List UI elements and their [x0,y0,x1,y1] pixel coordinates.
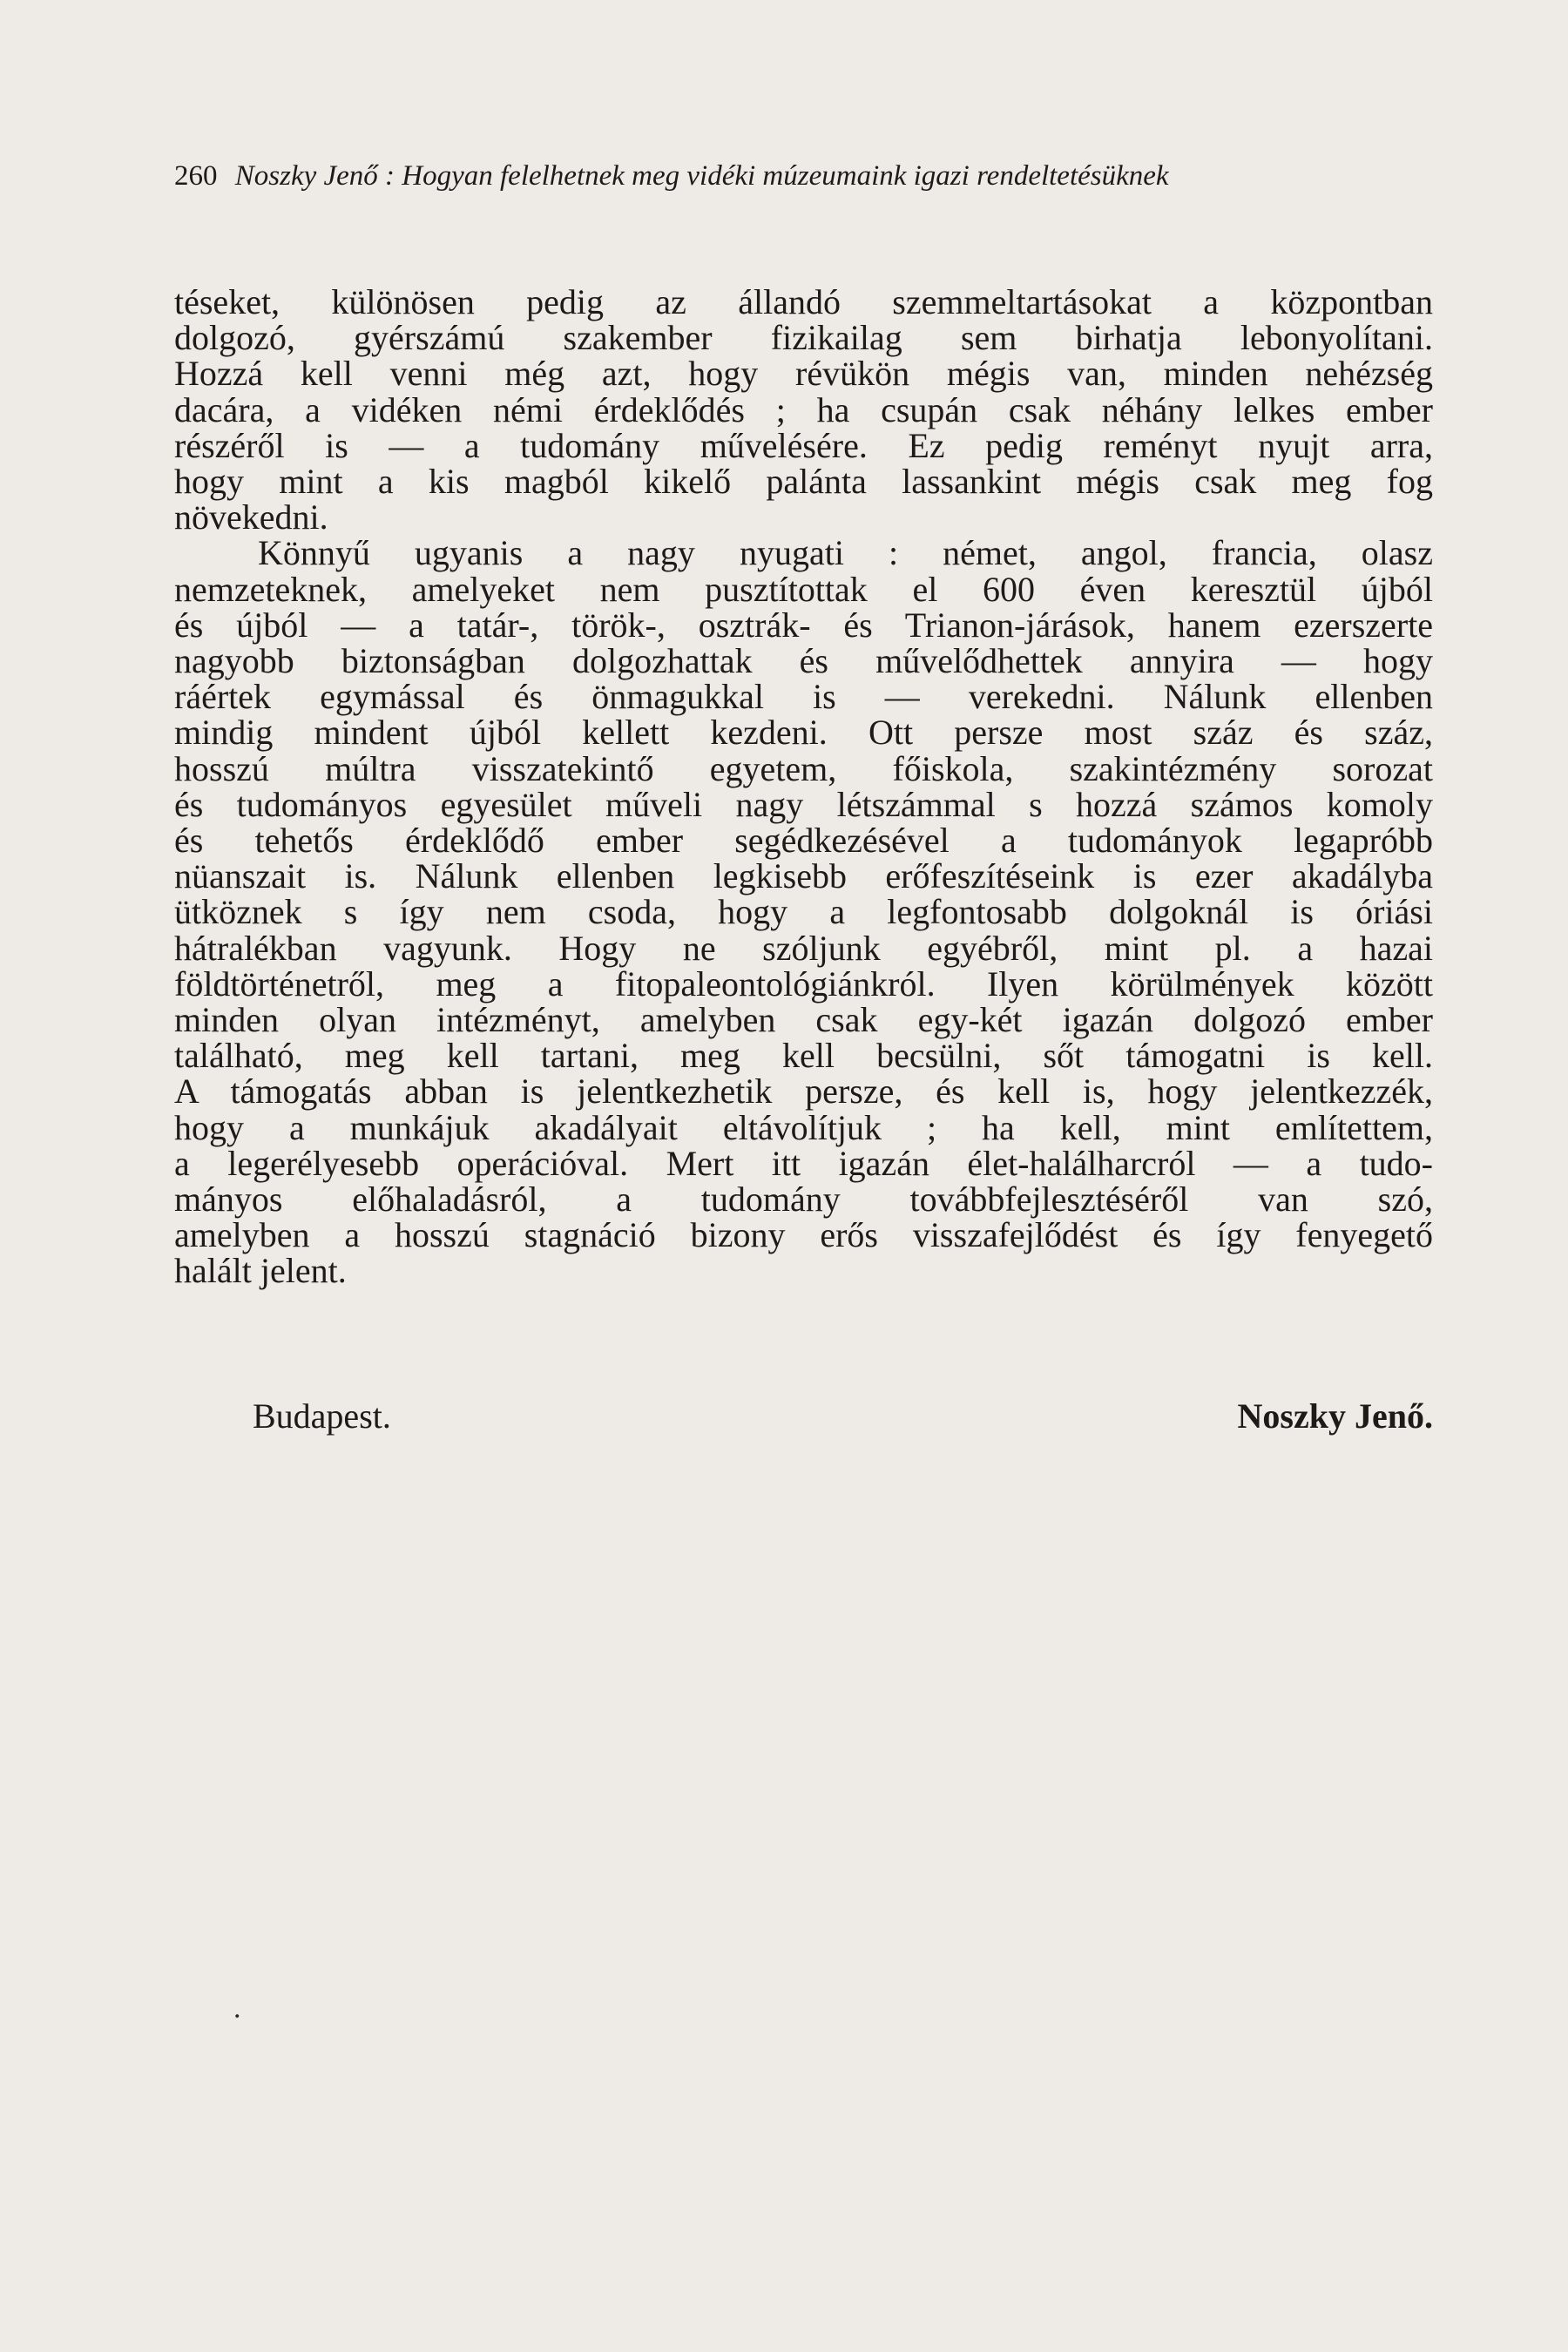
article-body [174,284,1433,1289]
text-line: dolgozó, gyérszámú szakember fizikailag sem birhatja lebonyolítani. [174,318,1433,358]
text-line: hosszú múltra visszatekintő egyetem, főiskola, szakintézmény sorozat [174,748,1433,788]
text-line: és tehetős érdeklődő ember segédkezésével a tudományok legapróbb [174,821,1433,861]
text-line: téseket, különösen pedig az állandó szemmeltartásokat a központban [174,282,1433,321]
text-line: és tudományos egyesület műveli nagy létszámmal s hozzá számos komoly [174,784,1433,824]
text-line: mányos előhaladásról, a tudomány továbbfejlesztéséről van szó, [174,1179,1433,1220]
paragraph-first-line: Könnyű ugyanis a nagy nyugati : német, angol, francia, olasz [258,533,1433,573]
text-line: hátralékban vagyunk. Hogy ne szóljunk egyébről, mint pl. a hazai [174,928,1433,968]
signature-author: Noszky Jenő. [1237,1396,1433,1436]
running-header [174,157,1433,195]
text-line: ütköznek s így nem csoda, hogy a legfontosabb dolgoknál is óriási [174,892,1433,932]
stray-dot-mark: . [233,1992,241,2024]
text-line: a legerélyesebb operációval. Mert itt igazán élet-halálharcról — a tudo- [174,1143,1433,1183]
text-line: részéről is — a tudomány művelésére. Ez pedig reményt nyujt arra, [174,425,1433,465]
text-line: mindig mindent újból kellett kezdeni. Ott persze most száz és száz, [174,713,1433,753]
text-line: található, meg kell tartani, meg kell becsülni, sőt támogatni is kell. [174,1036,1433,1076]
text-line: földtörténetről, meg a fitopaleontológiánkról. Ilyen körülmények között [174,963,1433,1004]
text-line: ráértek egymással és önmagukkal is — verekedni. Nálunk ellenben [174,677,1433,717]
text-line: hogy mint a kis magból kikelő palánta lassankint mégis csak meg fog [174,462,1433,502]
text-line: A támogatás abban is jelentkezhetik persze, és kell is, hogy jelentkezzék, [174,1071,1433,1112]
text-line: dacára, a vidéken némi érdeklődés ; ha csupán csak néhány lelkes ember [174,389,1433,429]
signature-place: Budapest. [253,1396,391,1436]
text-line: nemzeteknek, amelyeket nem pusztítottak el 600 éven keresztül újból [174,569,1433,609]
text-line: növekedni. [174,497,328,537]
text-line: nüanszait is. Nálunk ellenben legkisebb erőfeszítéseink is ezer akadályba [174,856,1433,896]
text-line: és újból — a tatár-, török-, osztrák- és Trianon-járások, hanem ezerszerte [174,605,1433,645]
text-line: hogy a munkájuk akadályait eltávolítjuk ; ha kell, mint említettem, [174,1107,1433,1147]
page-number: 260 [174,160,218,192]
text-line: halált jelent. [174,1251,347,1291]
running-head-title: Noszky Jenő : Hogyan felelhetnek meg vidéki múzeumaink igazi rendeltetésüknek [234,160,1169,192]
text-line: nagyobb biztonságban dolgozhattak és művelődhettek annyira — hogy [174,641,1433,681]
text-line: Hozzá kell venni még azt, hogy révükön mégis van, minden nehézség [174,354,1433,394]
text-line: amelyben a hosszú stagnáció bizony erős visszafejlődést és így fenyegető [174,1215,1433,1255]
text-line: minden olyan intézményt, amelyben csak egy-két igazán dolgozó ember [174,1000,1433,1040]
